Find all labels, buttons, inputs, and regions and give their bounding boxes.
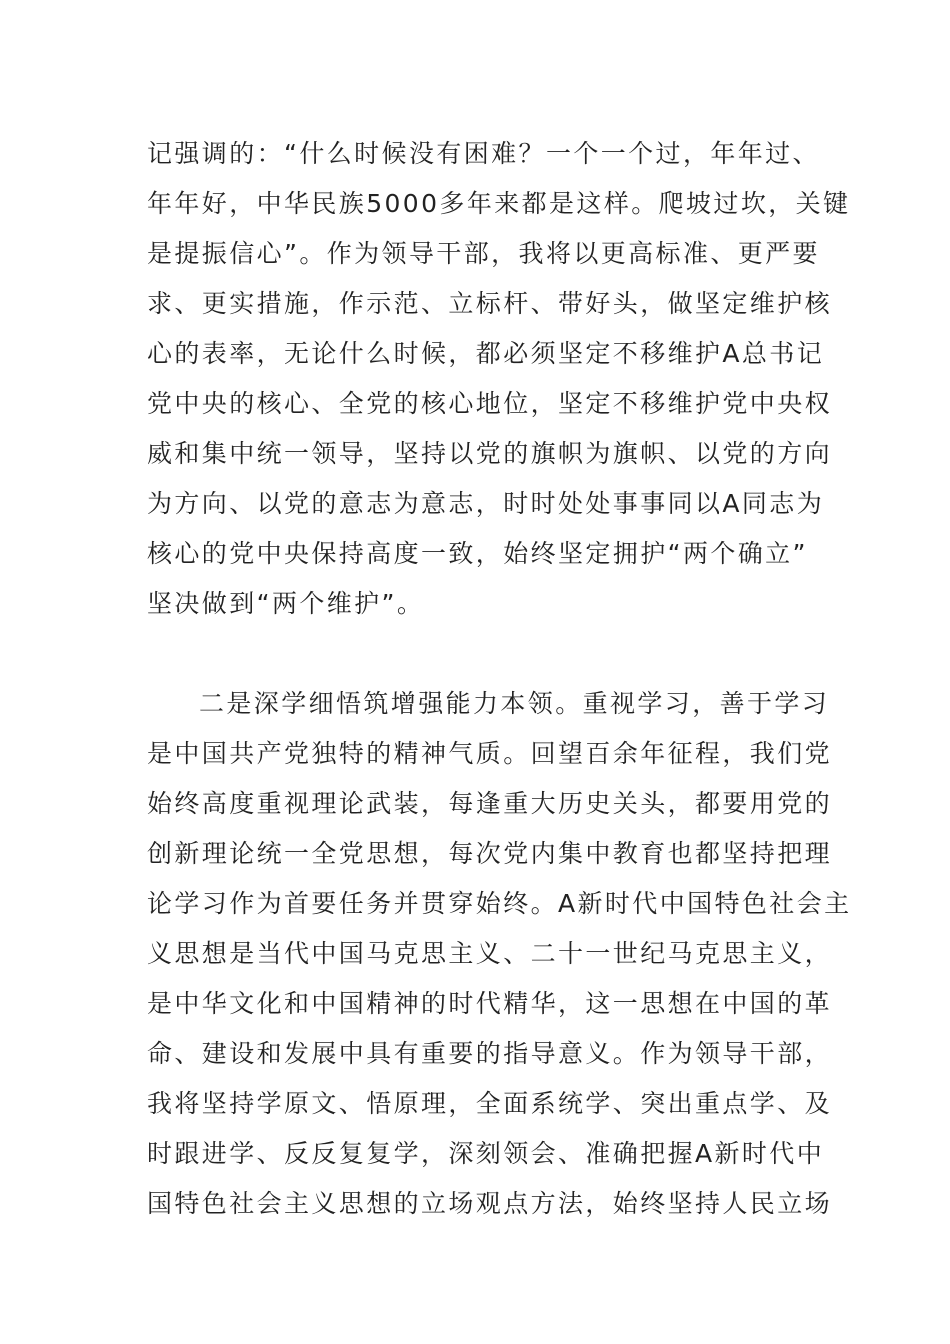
text-line: 我将坚持学原文、悟原理，全面系统学、突出重点学、及 [147, 1089, 833, 1118]
text-line: 二是深学细悟筑增强能力本领。重视学习，善于学习 [199, 689, 830, 718]
text-line: 威和集中统一领导，坚持以党的旗帜为旗帜、以党的方向 [147, 439, 833, 468]
text-line: 坚决做到“两个维护”。 [147, 589, 425, 618]
text-line: 始终高度重视理论武装，每逢重大历史关头，都要用党的 [147, 789, 833, 818]
text-line: 创新理论统一全党思想，每次党内集中教育也都坚持把理 [147, 839, 833, 868]
text-line: 记强调的：“什么时候没有困难？一个一个过，年年过、 [147, 139, 820, 168]
text-line: 是中华文化和中国精神的时代精华，这一思想在中国的革 [147, 989, 833, 1018]
text-line: 核心的党中央保持高度一致，始终坚定拥护“两个确立” [147, 539, 808, 568]
text-line: 国特色社会主义思想的立场观点方法，始终坚持人民立场 [147, 1189, 833, 1218]
text-line: 年年好，中华民族5000多年来都是这样。爬坡过坎，关键 [147, 189, 851, 218]
text-line: 求、更实措施，作示范、立标杆、带好头，做坚定维护核 [147, 289, 833, 318]
text-line: 是中国共产党独特的精神气质。回望百余年征程，我们党 [147, 739, 833, 768]
text-line: 党中央的核心、全党的核心地位，坚定不移维护党中央权 [147, 389, 833, 418]
text-line: 义思想是当代中国马克思主义、二十一世纪马克思主义， [147, 939, 833, 968]
text-line: 为方向、以党的意志为意志，时时处处事事同以A同志为 [147, 489, 825, 518]
text-line: 论学习作为首要任务并贯穿始终。A新时代中国特色社会主 [147, 889, 852, 918]
text-line: 是提振信心”。作为领导干部，我将以更高标准、更严要 [147, 239, 820, 268]
text-line: 时跟进学、反反复复学，深刻领会、准确把握A新时代中 [147, 1139, 825, 1168]
text-line: 命、建设和发展中具有重要的指导意义。作为领导干部， [147, 1039, 833, 1068]
text-line: 心的表率，无论什么时候，都必须坚定不移维护A总书记 [147, 339, 825, 368]
